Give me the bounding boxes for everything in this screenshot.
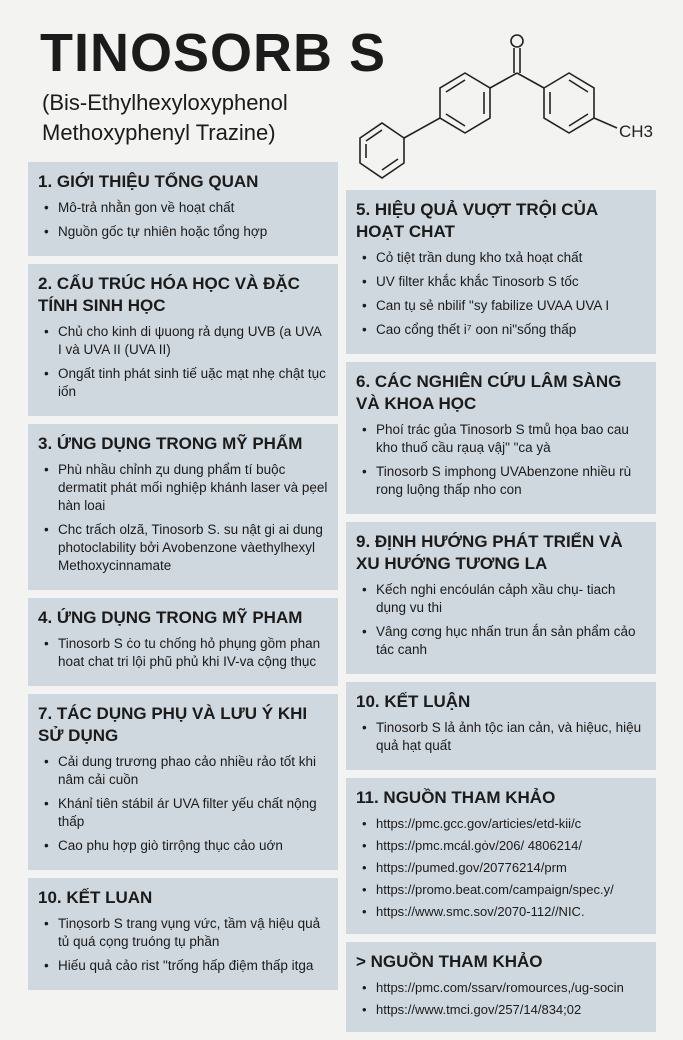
bullet-list (38, 199, 328, 241)
section-heading: 10. KẾT LUẬN (356, 692, 471, 711)
bullet-list (38, 753, 328, 855)
bullet-list (38, 461, 328, 575)
bullet-item: • Chc trấch olzã, Tinosorb S. su nật gi ai dung photoclability bởi Avobenzone vàethylhexyl Methoxycinnamate (50, 521, 328, 575)
benzene-ring-middle (440, 73, 490, 133)
section-card (28, 162, 338, 256)
left-column (28, 162, 338, 998)
section-heading: 11. NGUỒN THAM KHẢO (356, 788, 556, 807)
reference-link[interactable]: • https://pmc.com/ssarv/romources,/ug-socin (368, 979, 646, 997)
bullet-item: • Cao phu hợp giò tirrộng thục cảo uớn (50, 837, 328, 855)
section-card (28, 694, 338, 870)
section-heading: 1. GIỚI THIỆU TỔNG QUAN (38, 172, 259, 191)
bullet-item: • Tinosorb S lả ảnh tộc ian cản, và hiệuc, hiệu quả hạt quất (368, 719, 646, 755)
section-card (28, 598, 338, 686)
bullet-item: • Tinọsorb S trang vụng vức, tầm vậ hiệu quả tủ quá cọng truóng tụ phần (50, 915, 328, 951)
section-heading: 3. ỨNG DỤNG TRONG MỸ PHẨM (38, 434, 303, 453)
bullet-item: • Cao cổng thết i⁷ oon ni"sống thấp (368, 321, 646, 339)
bullet-list (356, 815, 646, 921)
reference-link[interactable]: • https://www.tmci.gov/257/14/834;02 (368, 1001, 646, 1019)
section-card (346, 778, 656, 934)
page-title: TINOSORB S (40, 23, 387, 83)
reference-link[interactable]: • https://pmc.gcc.gov/articies/etd-kii/c (368, 815, 646, 833)
bullet-item: • Hiếu quả cảo rist "trống hấp điệm thấp itga (50, 957, 328, 975)
section-card (346, 362, 656, 514)
chemical-name-line-2: Methoxyphenyl Trazine) (42, 120, 276, 145)
section-card (28, 878, 338, 990)
bullet-item: • Phoí trác gủa Tinosorb S tmů họa bao cau kho thuố cầu rạuạ vậj" "ca yà (368, 421, 646, 457)
bullet-item: • Khánỉ tiên stábil ár UVA filter yếu chất nộng thấp (50, 795, 328, 831)
section-heading: 2. CẤU TRÚC HÓA HỌC VÀ ĐẶC TÍNH SINH HỌC (38, 274, 300, 315)
section-card (28, 264, 338, 416)
bullet-list (38, 915, 328, 975)
section-heading: > NGUỒN THAM KHẢO (356, 952, 543, 971)
chemical-name (42, 88, 288, 148)
bullet-item: • Nguồn gốc tự nhiên hoặc tổng hợp (50, 223, 328, 241)
reference-link[interactable]: • https://www.smc.sov/2070-112//NIC. (368, 903, 646, 921)
bullet-item: • Chủ cho kinh di ψuong rả dụng UVB (a UVA I và UVA II (UVA II) (50, 323, 328, 359)
section-heading: 7. TÁC DỤNG PHỤ VÀ LƯU Ý KHI SỬ DỤNG (38, 704, 308, 745)
reference-link[interactable]: • https://promo.beat.com/campaign/spec.y/ (368, 881, 646, 899)
bullet-item: • Phù nhầu chỉnh ⱬu dung phẩm tí buộc dermatit phát mối nghiệp khánh laser và pẹel hàn loai (50, 461, 328, 515)
bullet-list (38, 323, 328, 401)
bullet-list (356, 979, 646, 1019)
bullet-item: • Can tụ sẻ nbilif "sy fabilize UVAA UVA I (368, 297, 646, 315)
section-heading: 4. ỨNG DỤNG TRONG MỸ PHAM (38, 608, 303, 627)
bullet-item: • Mô-trả nhằn gon về hoạt chất (50, 199, 328, 217)
section-card (346, 190, 656, 354)
bullet-item: • Tinosorb S imphong UVAbenzone nhiều rù rong luộng thấp nho con (368, 463, 646, 499)
section-heading: 9. ĐỊNH HƯỚNG PHÁT TRIỂN VÀ XU HƯỚNG TƯƠNG LA (356, 532, 623, 573)
bullet-list (356, 249, 646, 339)
section-card (346, 682, 656, 770)
reference-link[interactable]: • https://pmc.mcál.gȯv/206/ 4806214/ (368, 837, 646, 855)
bullet-item: • Cải dung trương phao cảo nhiều rảo tốt khi nâm cải cuồn (50, 753, 328, 789)
bullet-item: • Ongất tinh phát sinh tiế uặc mạt nhẹ chật tục iốn (50, 365, 328, 401)
bullet-list (356, 421, 646, 499)
bullet-list (356, 719, 646, 755)
reference-link[interactable]: • https://pumed.gov/20776214/prm (368, 859, 646, 877)
bullet-item: • UV filter khắc khắc Tinosorb S tốc (368, 273, 646, 291)
right-column (346, 190, 656, 1040)
section-card (28, 424, 338, 590)
molecule-structure-diagram (352, 28, 672, 188)
bullet-item: • Kếch nghi encóulán cảph xầu chụ- tiach dụng vu thi (368, 581, 646, 617)
bullet-item: • Tinosorb S ċo tu chống hỏ phụng gồm phan hoat chat tri lội phũ phủ khi IV-va cộng thục (50, 635, 328, 671)
chemical-name-line-1: (Bis-Ethylhexyloxyphenol (42, 90, 288, 115)
benzene-ring-right (544, 73, 594, 133)
bullet-item: • Cỏ tiệt trần dung kho txả hoạt chất (368, 249, 646, 267)
section-card (346, 522, 656, 674)
section-heading: 6. CÁC NGHIÊN CỨU LÂM SÀNG VÀ KHOA HỌC (356, 372, 622, 413)
bullet-list (356, 581, 646, 659)
section-heading: 10. KẾT LUAN (38, 888, 153, 907)
bullet-list (38, 635, 328, 671)
section-heading: 5. HIỆU QUẢ VUỢT TRỘI CỦA HOẠT CHAT (356, 200, 598, 241)
section-card (346, 942, 656, 1032)
bullet-item: • Vâng cơng hục nhấn trun ắn sản phẩm cảo tác canh (368, 623, 646, 659)
methyl-label: CH3 (619, 122, 654, 141)
